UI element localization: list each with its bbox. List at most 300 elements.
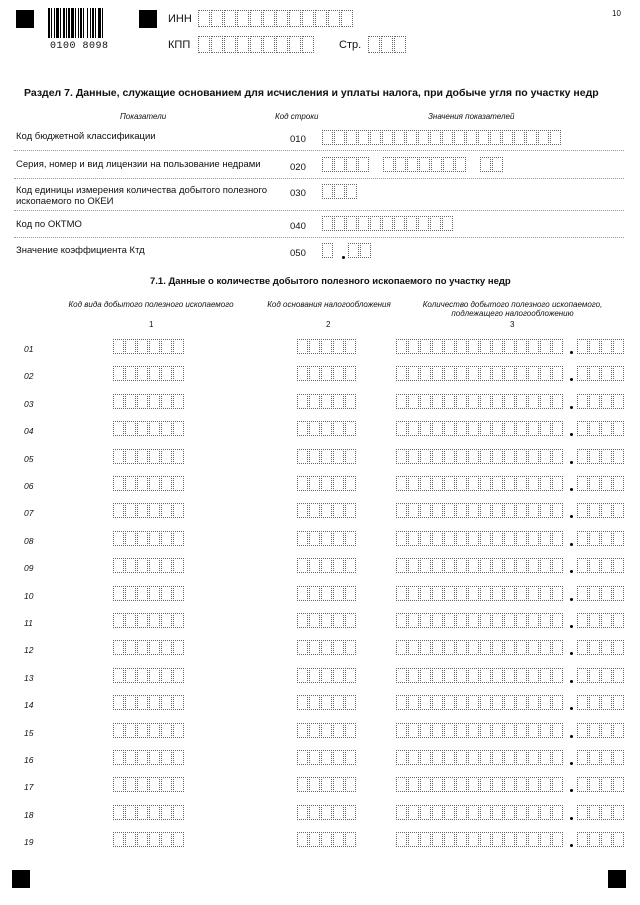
input-cell[interactable] xyxy=(589,723,600,738)
input-cell[interactable] xyxy=(396,339,407,354)
inn-field[interactable] xyxy=(198,10,354,27)
input-cell[interactable] xyxy=(297,832,308,847)
tax-basis-code-field[interactable] xyxy=(297,695,357,710)
input-cell[interactable] xyxy=(149,503,160,518)
input-cell[interactable] xyxy=(613,531,624,546)
input-cell[interactable] xyxy=(309,531,320,546)
input-cell[interactable] xyxy=(492,777,503,792)
input-cell[interactable] xyxy=(382,216,393,231)
input-cell[interactable] xyxy=(577,503,588,518)
input-cell[interactable] xyxy=(315,10,327,27)
tax-basis-code-field[interactable] xyxy=(297,750,357,765)
input-cell[interactable] xyxy=(504,723,515,738)
quantity-fraction-field[interactable] xyxy=(577,613,625,628)
input-cell[interactable] xyxy=(113,723,124,738)
input-cell[interactable] xyxy=(321,558,332,573)
input-cell[interactable] xyxy=(333,668,344,683)
input-cell[interactable] xyxy=(309,805,320,820)
input-cell[interactable] xyxy=(198,10,210,27)
input-cell[interactable] xyxy=(149,695,160,710)
input-cell[interactable] xyxy=(420,695,431,710)
input-cell[interactable] xyxy=(444,503,455,518)
input-cell[interactable] xyxy=(613,695,624,710)
quantity-integer-field[interactable] xyxy=(396,695,564,710)
input-cell[interactable] xyxy=(601,421,612,436)
input-cell[interactable] xyxy=(516,476,527,491)
input-cell[interactable] xyxy=(173,805,184,820)
input-cell[interactable] xyxy=(577,668,588,683)
input-cell[interactable] xyxy=(601,832,612,847)
input-cell[interactable] xyxy=(480,640,491,655)
input-cell[interactable] xyxy=(149,558,160,573)
input-cell[interactable] xyxy=(137,476,148,491)
quantity-fraction-field[interactable] xyxy=(577,503,625,518)
input-cell[interactable] xyxy=(528,366,539,381)
mineral-code-field[interactable] xyxy=(113,366,185,381)
input-cell[interactable] xyxy=(297,750,308,765)
input-cell[interactable] xyxy=(125,339,136,354)
input-cell[interactable] xyxy=(516,421,527,436)
input-cell[interactable] xyxy=(173,558,184,573)
input-cell[interactable] xyxy=(456,695,467,710)
input-cell[interactable] xyxy=(309,723,320,738)
input-cell[interactable] xyxy=(173,503,184,518)
input-cell[interactable] xyxy=(552,394,563,409)
input-cell[interactable] xyxy=(211,10,223,27)
input-cell[interactable] xyxy=(345,394,356,409)
input-cell[interactable] xyxy=(468,805,479,820)
input-cell[interactable] xyxy=(444,586,455,601)
input-cell[interactable] xyxy=(589,586,600,601)
input-cell[interactable] xyxy=(540,366,551,381)
input-cell[interactable] xyxy=(161,777,172,792)
input-cell[interactable] xyxy=(408,503,419,518)
input-cell[interactable] xyxy=(321,750,332,765)
input-cell[interactable] xyxy=(516,366,527,381)
input-cell[interactable] xyxy=(396,476,407,491)
input-cell[interactable] xyxy=(480,531,491,546)
input-cell[interactable] xyxy=(345,613,356,628)
input-cell[interactable] xyxy=(333,476,344,491)
input-cell[interactable] xyxy=(480,695,491,710)
input-cell[interactable] xyxy=(552,339,563,354)
input-cell[interactable] xyxy=(173,777,184,792)
input-cell[interactable] xyxy=(492,449,503,464)
input-cell[interactable] xyxy=(113,531,124,546)
input-cell[interactable] xyxy=(345,586,356,601)
input-cell[interactable] xyxy=(432,695,443,710)
tax-basis-code-field[interactable] xyxy=(297,531,357,546)
input-cell[interactable] xyxy=(137,750,148,765)
input-cell[interactable] xyxy=(468,476,479,491)
input-cell[interactable] xyxy=(149,586,160,601)
okei-field[interactable] xyxy=(322,184,358,199)
input-cell[interactable] xyxy=(504,531,515,546)
input-cell[interactable] xyxy=(468,695,479,710)
input-cell[interactable] xyxy=(468,449,479,464)
input-cell[interactable] xyxy=(432,777,443,792)
input-cell[interactable] xyxy=(528,558,539,573)
input-cell[interactable] xyxy=(396,503,407,518)
quantity-integer-field[interactable] xyxy=(396,366,564,381)
input-cell[interactable] xyxy=(297,503,308,518)
input-cell[interactable] xyxy=(540,750,551,765)
input-cell[interactable] xyxy=(309,394,320,409)
input-cell[interactable] xyxy=(577,832,588,847)
input-cell[interactable] xyxy=(601,750,612,765)
input-cell[interactable] xyxy=(161,449,172,464)
input-cell[interactable] xyxy=(297,668,308,683)
input-cell[interactable] xyxy=(468,503,479,518)
input-cell[interactable] xyxy=(552,777,563,792)
input-cell[interactable] xyxy=(432,339,443,354)
input-cell[interactable] xyxy=(137,449,148,464)
input-cell[interactable] xyxy=(297,531,308,546)
quantity-integer-field[interactable] xyxy=(396,668,564,683)
input-cell[interactable] xyxy=(149,723,160,738)
input-cell[interactable] xyxy=(504,339,515,354)
input-cell[interactable] xyxy=(396,832,407,847)
input-cell[interactable] xyxy=(504,449,515,464)
input-cell[interactable] xyxy=(345,366,356,381)
input-cell[interactable] xyxy=(492,421,503,436)
input-cell[interactable] xyxy=(309,503,320,518)
input-cell[interactable] xyxy=(173,531,184,546)
input-cell[interactable] xyxy=(613,449,624,464)
input-cell[interactable] xyxy=(589,531,600,546)
input-cell[interactable] xyxy=(345,723,356,738)
input-cell[interactable] xyxy=(577,531,588,546)
input-cell[interactable] xyxy=(408,421,419,436)
input-cell[interactable] xyxy=(358,157,369,172)
input-cell[interactable] xyxy=(613,723,624,738)
input-cell[interactable] xyxy=(577,723,588,738)
input-cell[interactable] xyxy=(432,668,443,683)
input-cell[interactable] xyxy=(408,476,419,491)
input-cell[interactable] xyxy=(613,476,624,491)
input-cell[interactable] xyxy=(297,777,308,792)
input-cell[interactable] xyxy=(577,586,588,601)
tax-basis-code-field[interactable] xyxy=(297,394,357,409)
tax-basis-code-field[interactable] xyxy=(297,805,357,820)
input-cell[interactable] xyxy=(552,723,563,738)
input-cell[interactable] xyxy=(333,695,344,710)
input-cell[interactable] xyxy=(321,805,332,820)
input-cell[interactable] xyxy=(492,366,503,381)
input-cell[interactable] xyxy=(613,668,624,683)
input-cell[interactable] xyxy=(173,695,184,710)
input-cell[interactable] xyxy=(468,586,479,601)
input-cell[interactable] xyxy=(480,723,491,738)
input-cell[interactable] xyxy=(276,10,288,27)
input-cell[interactable] xyxy=(444,449,455,464)
input-cell[interactable] xyxy=(125,366,136,381)
input-cell[interactable] xyxy=(613,777,624,792)
input-cell[interactable] xyxy=(370,216,381,231)
input-cell[interactable] xyxy=(297,805,308,820)
input-cell[interactable] xyxy=(432,394,443,409)
input-cell[interactable] xyxy=(149,421,160,436)
input-cell[interactable] xyxy=(552,476,563,491)
input-cell[interactable] xyxy=(601,503,612,518)
input-cell[interactable] xyxy=(345,805,356,820)
input-cell[interactable] xyxy=(480,832,491,847)
input-cell[interactable] xyxy=(173,750,184,765)
input-cell[interactable] xyxy=(125,503,136,518)
input-cell[interactable] xyxy=(149,832,160,847)
tax-basis-code-field[interactable] xyxy=(297,449,357,464)
mineral-code-field[interactable] xyxy=(113,640,185,655)
input-cell[interactable] xyxy=(432,421,443,436)
input-cell[interactable] xyxy=(577,476,588,491)
mineral-code-field[interactable] xyxy=(113,476,185,491)
input-cell[interactable] xyxy=(480,366,491,381)
input-cell[interactable] xyxy=(125,640,136,655)
input-cell[interactable] xyxy=(601,449,612,464)
input-cell[interactable] xyxy=(432,449,443,464)
input-cell[interactable] xyxy=(540,558,551,573)
ktd-fraction-field[interactable] xyxy=(348,243,372,258)
input-cell[interactable] xyxy=(528,695,539,710)
input-cell[interactable] xyxy=(589,558,600,573)
input-cell[interactable] xyxy=(321,476,332,491)
input-cell[interactable] xyxy=(613,586,624,601)
input-cell[interactable] xyxy=(540,421,551,436)
input-cell[interactable] xyxy=(577,695,588,710)
input-cell[interactable] xyxy=(420,558,431,573)
input-cell[interactable] xyxy=(321,613,332,628)
input-cell[interactable] xyxy=(113,503,124,518)
tax-basis-code-field[interactable] xyxy=(297,832,357,847)
input-cell[interactable] xyxy=(538,130,549,145)
input-cell[interactable] xyxy=(321,723,332,738)
input-cell[interactable] xyxy=(309,558,320,573)
input-cell[interactable] xyxy=(552,586,563,601)
input-cell[interactable] xyxy=(528,640,539,655)
input-cell[interactable] xyxy=(237,10,249,27)
input-cell[interactable] xyxy=(149,476,160,491)
input-cell[interactable] xyxy=(276,36,288,53)
input-cell[interactable] xyxy=(396,586,407,601)
input-cell[interactable] xyxy=(432,531,443,546)
input-cell[interactable] xyxy=(601,586,612,601)
input-cell[interactable] xyxy=(432,503,443,518)
input-cell[interactable] xyxy=(173,832,184,847)
quantity-integer-field[interactable] xyxy=(396,476,564,491)
input-cell[interactable] xyxy=(516,805,527,820)
input-cell[interactable] xyxy=(137,503,148,518)
input-cell[interactable] xyxy=(345,640,356,655)
input-cell[interactable] xyxy=(492,531,503,546)
quantity-fraction-field[interactable] xyxy=(577,558,625,573)
input-cell[interactable] xyxy=(309,339,320,354)
input-cell[interactable] xyxy=(468,339,479,354)
input-cell[interactable] xyxy=(613,805,624,820)
page-number-field[interactable] xyxy=(368,36,407,53)
input-cell[interactable] xyxy=(297,613,308,628)
input-cell[interactable] xyxy=(396,394,407,409)
input-cell[interactable] xyxy=(504,476,515,491)
input-cell[interactable] xyxy=(333,832,344,847)
input-cell[interactable] xyxy=(408,531,419,546)
input-cell[interactable] xyxy=(455,157,466,172)
mineral-code-field[interactable] xyxy=(113,750,185,765)
input-cell[interactable] xyxy=(321,640,332,655)
quantity-fraction-field[interactable] xyxy=(577,777,625,792)
input-cell[interactable] xyxy=(492,558,503,573)
input-cell[interactable] xyxy=(516,777,527,792)
input-cell[interactable] xyxy=(420,366,431,381)
input-cell[interactable] xyxy=(550,130,561,145)
input-cell[interactable] xyxy=(589,832,600,847)
input-cell[interactable] xyxy=(480,339,491,354)
input-cell[interactable] xyxy=(309,668,320,683)
input-cell[interactable] xyxy=(492,805,503,820)
input-cell[interactable] xyxy=(297,394,308,409)
input-cell[interactable] xyxy=(443,157,454,172)
input-cell[interactable] xyxy=(456,449,467,464)
input-cell[interactable] xyxy=(394,36,406,53)
input-cell[interactable] xyxy=(420,503,431,518)
input-cell[interactable] xyxy=(444,750,455,765)
input-cell[interactable] xyxy=(149,366,160,381)
input-cell[interactable] xyxy=(516,640,527,655)
input-cell[interactable] xyxy=(601,668,612,683)
input-cell[interactable] xyxy=(466,130,477,145)
quantity-fraction-field[interactable] xyxy=(577,832,625,847)
input-cell[interactable] xyxy=(468,558,479,573)
input-cell[interactable] xyxy=(137,777,148,792)
quantity-integer-field[interactable] xyxy=(396,640,564,655)
mineral-code-field[interactable] xyxy=(113,394,185,409)
input-cell[interactable] xyxy=(224,10,236,27)
input-cell[interactable] xyxy=(577,613,588,628)
input-cell[interactable] xyxy=(113,558,124,573)
input-cell[interactable] xyxy=(297,695,308,710)
input-cell[interactable] xyxy=(577,777,588,792)
input-cell[interactable] xyxy=(333,640,344,655)
input-cell[interactable] xyxy=(125,613,136,628)
mineral-code-field[interactable] xyxy=(113,503,185,518)
input-cell[interactable] xyxy=(589,394,600,409)
input-cell[interactable] xyxy=(113,750,124,765)
input-cell[interactable] xyxy=(442,130,453,145)
input-cell[interactable] xyxy=(302,36,314,53)
input-cell[interactable] xyxy=(322,184,333,199)
input-cell[interactable] xyxy=(601,723,612,738)
input-cell[interactable] xyxy=(432,366,443,381)
input-cell[interactable] xyxy=(161,832,172,847)
input-cell[interactable] xyxy=(382,130,393,145)
quantity-fraction-field[interactable] xyxy=(577,668,625,683)
input-cell[interactable] xyxy=(173,366,184,381)
input-cell[interactable] xyxy=(528,339,539,354)
input-cell[interactable] xyxy=(161,421,172,436)
input-cell[interactable] xyxy=(492,339,503,354)
input-cell[interactable] xyxy=(309,366,320,381)
input-cell[interactable] xyxy=(346,216,357,231)
input-cell[interactable] xyxy=(346,130,357,145)
input-cell[interactable] xyxy=(613,394,624,409)
input-cell[interactable] xyxy=(263,10,275,27)
input-cell[interactable] xyxy=(613,339,624,354)
input-cell[interactable] xyxy=(504,586,515,601)
input-cell[interactable] xyxy=(321,421,332,436)
input-cell[interactable] xyxy=(345,750,356,765)
input-cell[interactable] xyxy=(137,832,148,847)
input-cell[interactable] xyxy=(444,476,455,491)
license-number-field[interactable] xyxy=(383,157,467,172)
input-cell[interactable] xyxy=(345,503,356,518)
input-cell[interactable] xyxy=(309,832,320,847)
oktmo-field[interactable] xyxy=(322,216,454,231)
input-cell[interactable] xyxy=(492,750,503,765)
input-cell[interactable] xyxy=(456,668,467,683)
input-cell[interactable] xyxy=(125,421,136,436)
input-cell[interactable] xyxy=(420,449,431,464)
input-cell[interactable] xyxy=(137,805,148,820)
quantity-integer-field[interactable] xyxy=(396,449,564,464)
input-cell[interactable] xyxy=(601,640,612,655)
input-cell[interactable] xyxy=(442,216,453,231)
input-cell[interactable] xyxy=(540,394,551,409)
input-cell[interactable] xyxy=(161,640,172,655)
input-cell[interactable] xyxy=(456,394,467,409)
input-cell[interactable] xyxy=(540,531,551,546)
input-cell[interactable] xyxy=(113,366,124,381)
input-cell[interactable] xyxy=(418,130,429,145)
input-cell[interactable] xyxy=(504,832,515,847)
input-cell[interactable] xyxy=(113,613,124,628)
input-cell[interactable] xyxy=(396,695,407,710)
input-cell[interactable] xyxy=(125,668,136,683)
quantity-integer-field[interactable] xyxy=(396,805,564,820)
input-cell[interactable] xyxy=(540,476,551,491)
input-cell[interactable] xyxy=(297,640,308,655)
input-cell[interactable] xyxy=(113,339,124,354)
input-cell[interactable] xyxy=(149,805,160,820)
mineral-code-field[interactable] xyxy=(113,832,185,847)
input-cell[interactable] xyxy=(333,586,344,601)
input-cell[interactable] xyxy=(432,750,443,765)
input-cell[interactable] xyxy=(321,531,332,546)
quantity-integer-field[interactable] xyxy=(396,339,564,354)
input-cell[interactable] xyxy=(297,476,308,491)
input-cell[interactable] xyxy=(502,130,513,145)
input-cell[interactable] xyxy=(113,586,124,601)
input-cell[interactable] xyxy=(333,723,344,738)
input-cell[interactable] xyxy=(444,339,455,354)
input-cell[interactable] xyxy=(577,449,588,464)
quantity-integer-field[interactable] xyxy=(396,586,564,601)
input-cell[interactable] xyxy=(601,558,612,573)
input-cell[interactable] xyxy=(528,394,539,409)
input-cell[interactable] xyxy=(456,558,467,573)
input-cell[interactable] xyxy=(137,421,148,436)
input-cell[interactable] xyxy=(552,421,563,436)
mineral-code-field[interactable] xyxy=(113,695,185,710)
input-cell[interactable] xyxy=(589,503,600,518)
input-cell[interactable] xyxy=(321,339,332,354)
input-cell[interactable] xyxy=(408,613,419,628)
input-cell[interactable] xyxy=(577,421,588,436)
input-cell[interactable] xyxy=(456,339,467,354)
mineral-code-field[interactable] xyxy=(113,668,185,683)
tax-basis-code-field[interactable] xyxy=(297,777,357,792)
input-cell[interactable] xyxy=(601,339,612,354)
input-cell[interactable] xyxy=(408,366,419,381)
input-cell[interactable] xyxy=(492,476,503,491)
